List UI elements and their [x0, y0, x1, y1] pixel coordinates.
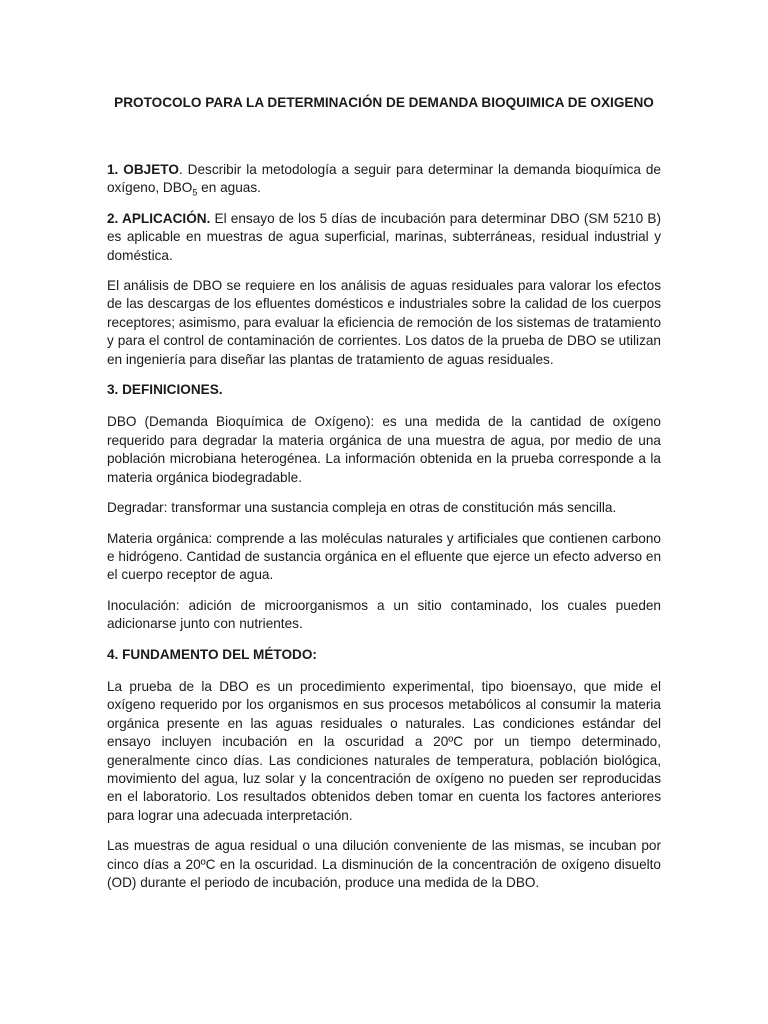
definition-inoculacion: Inoculación: adición de microorganismos a un sitio contaminado, los cuales pueden adicionarse junto con nutrientes. — [107, 597, 661, 632]
section-objeto-text-a: . Describir la metodología a seguir para determinar la demanda bioquímica de oxígeno, DBO — [107, 162, 661, 196]
section-aplicacion — [107, 210, 661, 265]
subscript-5: 5 — [192, 188, 198, 199]
definition-materia-organica: Materia orgánica: comprende a las moléculas naturales y artificiales que contienen carbono e hidrógeno. Cantidad de sustancia orgánica en el efluente que ejerce un efecto adverso en el cuerpo receptor de agua. — [107, 530, 661, 583]
section-aplicacion-heading: 2. APLICACIÓN. — [107, 210, 211, 226]
definition-dbo: DBO (Demanda Bioquímica de Oxígeno): es una medida de la cantidad de oxígeno requerido para degradar la materia orgánica de una muestra de agua, por medio de una población microbiana heterogénea. La información obtenida en la prueba corresponde a la materia orgánica biodegradable. — [107, 414, 661, 485]
page-title: PROTOCOLO PARA LA DETERMINACIÓN DE DEMANDA BIOQUIMICA DE OXIGENO — [114, 95, 654, 110]
section-objeto — [107, 161, 661, 198]
section-aplicacion-text: El ensayo de los 5 días de incubación para determinar DBO (SM 5210 B) es aplicable en muestras de agua superficial, marinas, subterráneas, residual industrial y doméstica. — [107, 210, 662, 263]
definition-degradar: Degradar: transformar una sustancia compleja en otras de constitución más sencilla. — [107, 500, 617, 516]
section-objeto-heading: 1. OBJETO — [107, 162, 179, 177]
section-definiciones-heading: 3. DEFINICIONES. — [107, 382, 223, 398]
section-objeto-text-b: en aguas. — [197, 180, 261, 196]
fundamento-paragraph-1: La prueba de la DBO es un procedimiento experimental, tipo bioensayo, que mide el oxígeno requerido por los organismos en sus procesos metabólicos al consumir la materia orgánica presente en las aguas residuales o naturales. Las condiciones estándar del ensayo incluyen incubación en la oscuridad a 20ºC por un tiempo determinado, generalmente cinco días. Las condiciones naturales de temperatura, población biológica, movimiento del agua, luz solar y la concentración de oxígeno no pueden ser reproducidas en el laboratorio. Los resultados obtenidos deben tomar en cuenta los factores anteriores para lograr una adecuada interpretación. — [107, 678, 661, 823]
fundamento-paragraph-2: Las muestras de agua residual o una dilución conveniente de las mismas, se incuban por cinco días a 20ºC en la oscuridad. La disminución de la concentración de oxígeno disuelto (OD) durante el periodo de incubación, produce una medida de la DBO. — [107, 838, 661, 890]
section-fundamento-heading: 4. FUNDAMENTO DEL MÉTODO: — [107, 646, 317, 662]
aplicacion-paragraph-2: El análisis de DBO se requiere en los análisis de aguas residuales para valorar los efectos de las descargas de los efluentes domésticos e industriales sobre la calidad de los cuerpos receptores; asimismo, para evaluar la eficiencia de remoción de los sistemas de tratamiento y para el control de contaminación de corrientes. Los datos de la prueba de DBO se utilizan en ingeniería para diseñar las plantas de tratamiento de aguas residuales. — [107, 278, 661, 367]
